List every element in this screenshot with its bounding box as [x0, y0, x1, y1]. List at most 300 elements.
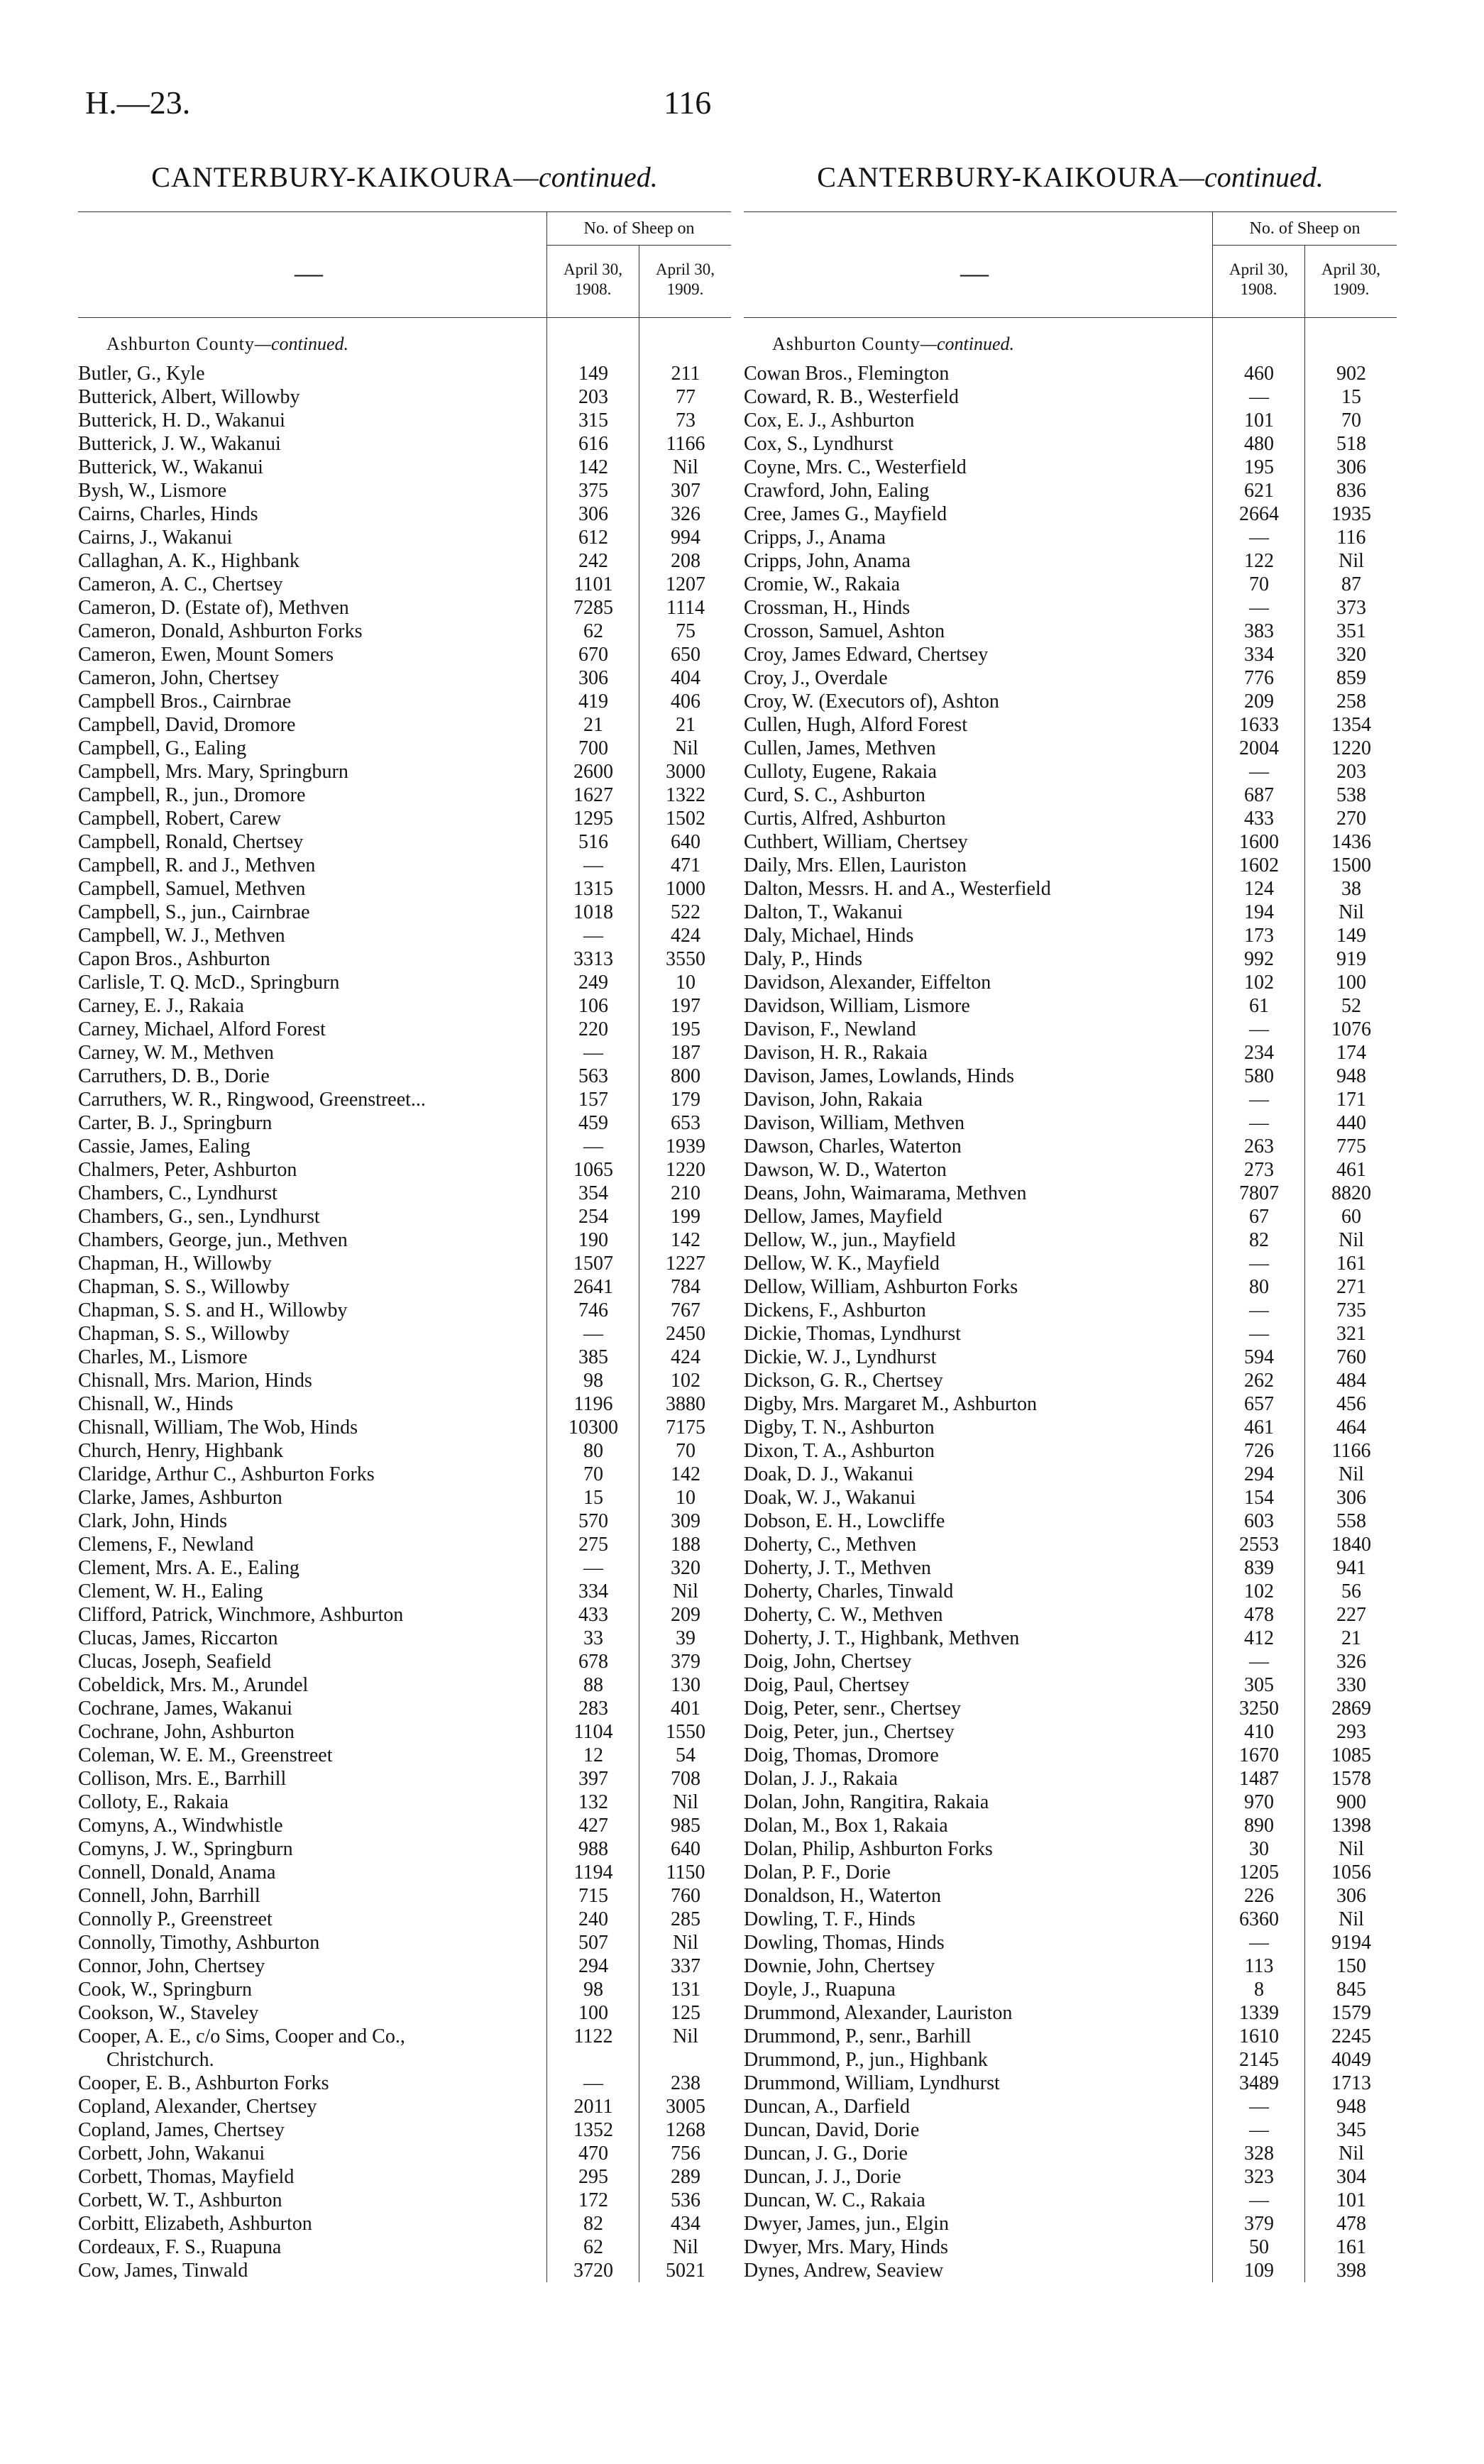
table-row [744, 1065, 1397, 1088]
table-row [78, 1837, 731, 1861]
sheep-1908: 563 [578, 1065, 608, 1087]
holder-name: Crawford, John, Ealing [744, 480, 930, 502]
table-row [78, 1884, 731, 1908]
section-heading [744, 318, 1397, 362]
sheep-1909: 9194 [1331, 1932, 1371, 1954]
sheep-1908: 283 [578, 1698, 608, 1720]
holder-name: Capon Bros., Ashburton [78, 948, 270, 970]
table-row [78, 1416, 731, 1439]
holder-name: Crosson, Samuel, Ashton [744, 620, 945, 642]
table-row [78, 971, 731, 994]
holder-name: Cow, James, Tinwald [78, 2260, 248, 2282]
sheep-1908: 621 [1244, 480, 1274, 502]
holder-name: Christchurch. [106, 2049, 214, 2071]
holder-name: Chapman, S. S., Willowby [78, 1276, 290, 1298]
sheep-1908: 226 [1244, 1885, 1274, 1907]
year-header-date: April 30, [1229, 260, 1289, 278]
sheep-1909: 131 [671, 1979, 700, 2001]
sheep-1909: 461 [1336, 1159, 1366, 1181]
sheep-1909: 1000 [666, 878, 705, 900]
table-row [744, 596, 1397, 620]
sheep-1908: 1610 [1239, 2025, 1279, 2047]
sheep-1908: 275 [578, 1534, 608, 1556]
sheep-1908: 7807 [1239, 1182, 1279, 1204]
sheep-1909: 2245 [1331, 2025, 1371, 2047]
sheep-1909: 210 [671, 1182, 700, 1204]
sheep-1909: 38 [1341, 878, 1361, 900]
sheep-1909: 401 [671, 1698, 700, 1720]
holder-name: Carruthers, W. R., Ringwood, Greenstreet... [78, 1089, 426, 1111]
sheep-1908: 379 [1244, 2213, 1274, 2235]
table-row [744, 1252, 1397, 1275]
sheep-1908: 427 [578, 1815, 608, 1837]
sheep-1909: 1935 [1331, 503, 1371, 525]
holder-name: Davison, William, Methven [744, 1112, 964, 1134]
table-row [78, 1228, 731, 1252]
holder-name: Butterick, W., Wakanui [78, 456, 263, 478]
sheep-1908: 2664 [1239, 503, 1279, 525]
sheep-1909: 21 [1341, 1627, 1361, 1649]
column-title [78, 156, 731, 199]
sheep-1908: — [1249, 1932, 1269, 1954]
sheep-1909: 2450 [666, 1323, 705, 1345]
table-row [744, 1744, 1397, 1767]
holder-name: Cox, S., Lyndhurst [744, 433, 894, 455]
sheep-1909: 77 [676, 386, 696, 408]
sheep-1908: 1194 [573, 1861, 613, 1883]
table-row [744, 2189, 1397, 2212]
sheep-1908: 122 [1244, 550, 1274, 572]
sheep-1908: 106 [578, 995, 608, 1017]
table-row [744, 713, 1397, 737]
sheep-1909: 161 [1336, 2236, 1366, 2258]
sheep-1908: 6360 [1239, 1908, 1279, 1930]
holder-name: Chalmers, Peter, Ashburton [78, 1159, 297, 1181]
section-heading-text: Ashburton County [106, 334, 255, 354]
table-header [744, 211, 1397, 318]
section-heading-suffix: —continued. [920, 334, 1014, 354]
holder-name: Chambers, C., Lyndhurst [78, 1182, 277, 1204]
sheep-1908: 50 [1249, 2236, 1269, 2258]
table-row [744, 362, 1397, 385]
sheep-1908: 7285 [573, 597, 613, 619]
sheep-1908: 616 [578, 433, 608, 455]
sheep-1908: 839 [1244, 1557, 1274, 1579]
sheep-1908: 3250 [1239, 1698, 1279, 1720]
table-row [744, 1486, 1397, 1509]
table-row [78, 1252, 731, 1275]
table-row [78, 385, 731, 409]
holder-name: Dickie, Thomas, Lyndhurst [744, 1323, 961, 1345]
sheep-1909: 321 [1336, 1323, 1366, 1345]
holder-name: Butterick, H. D., Wakanui [78, 409, 285, 431]
holder-name: Chisnall, W., Hinds [78, 1393, 233, 1415]
sheep-1909: 208 [671, 550, 700, 572]
sheep-1908: 100 [578, 2002, 608, 2024]
sheep-1908: — [1249, 2189, 1269, 2211]
table-row [744, 1111, 1397, 1135]
table-row [78, 807, 731, 830]
sheep-1908: 323 [1244, 2166, 1274, 2188]
year-header-year: 1908. [574, 280, 612, 298]
table-row [744, 1931, 1397, 1954]
sheep-1908: 715 [578, 1885, 608, 1907]
table-row [78, 1299, 731, 1322]
table-row [78, 409, 731, 432]
sheep-1908: 2600 [573, 761, 613, 783]
page-number: 116 [664, 84, 712, 121]
holder-name: Dwyer, Mrs. Mary, Hinds [744, 2236, 948, 2258]
sheep-1909: Nil [1339, 1838, 1364, 1860]
sheep-1908: 3313 [573, 948, 613, 970]
table-row [744, 1369, 1397, 1392]
sheep-1909: 7175 [666, 1417, 705, 1439]
holder-name: Digby, Mrs. Margaret M., Ashburton [744, 1393, 1037, 1415]
table-row [744, 1673, 1397, 1697]
sheep-1909: 1207 [666, 573, 705, 595]
sheep-1909: 1322 [666, 784, 705, 806]
holder-name: Cameron, Ewen, Mount Somers [78, 644, 334, 666]
left-column [78, 156, 731, 2282]
sheep-1909: 1579 [1331, 2002, 1371, 2024]
table-row [78, 620, 731, 643]
sheep-1909: 900 [1336, 1791, 1366, 1813]
sheep-1908: 1600 [1239, 831, 1279, 853]
table-row [78, 666, 731, 690]
table-row [78, 1275, 731, 1299]
table-row [744, 1861, 1397, 1884]
sheep-1908: 2641 [573, 1276, 613, 1298]
sheep-1908: — [1249, 1018, 1269, 1040]
table-row [78, 1697, 731, 1720]
table-row [78, 2001, 731, 2025]
document-reference: H.—23. [85, 84, 191, 121]
table-row [744, 643, 1397, 666]
table-row [78, 1978, 731, 2001]
holder-name: Digby, T. N., Ashburton [744, 1417, 935, 1439]
sheep-1909: 1166 [1331, 1440, 1371, 1462]
sheep-1909: 1939 [666, 1135, 705, 1157]
sheep-1909: 330 [1336, 1674, 1366, 1696]
sheep-1909: 1840 [1331, 1534, 1371, 1556]
table-row [78, 1814, 731, 1837]
holder-name: Culloty, Eugene, Rakaia [744, 761, 937, 783]
sheep-1909: 101 [1336, 2189, 1366, 2211]
holder-name: Campbell, S., jun., Cairnbrae [78, 901, 310, 923]
table-row [78, 1954, 731, 1978]
sheep-1909: 941 [1336, 1557, 1366, 1579]
table-row [744, 385, 1397, 409]
holder-name: Chambers, George, jun., Methven [78, 1229, 348, 1251]
sheep-1909: 75 [676, 620, 696, 642]
sheep-1908: 480 [1244, 433, 1274, 455]
table-row [78, 1439, 731, 1463]
holder-name: Doig, Paul, Chertsey [744, 1674, 910, 1696]
sheep-1909: 3005 [666, 2096, 705, 2118]
sheep-1908: 776 [1244, 667, 1274, 689]
holder-name: Callaghan, A. K., Highbank [78, 550, 299, 572]
sheep-1908: 62 [583, 2236, 603, 2258]
sheep-1909: 1076 [1331, 1018, 1371, 1040]
table-row [78, 1346, 731, 1369]
sheep-1908: — [1249, 1112, 1269, 1134]
sheep-1908: 21 [583, 714, 603, 736]
sheep-1909: 919 [1336, 948, 1366, 970]
holder-name: Chambers, G., sen., Lyndhurst [78, 1206, 320, 1228]
table-row [744, 2072, 1397, 2095]
sheep-1908: 1315 [573, 878, 613, 900]
holder-name: Doherty, J. T., Methven [744, 1557, 931, 1579]
table-row [744, 830, 1397, 854]
sheep-1909: 15 [1341, 386, 1361, 408]
sheep-1909: Nil [673, 737, 698, 759]
sheep-1909: 1502 [666, 808, 705, 830]
sheep-1909: 307 [671, 480, 700, 502]
sheep-1908: 113 [1244, 1955, 1274, 1977]
sheep-1909: 187 [671, 1042, 700, 1064]
holder-name: Dellow, William, Ashburton Forks [744, 1276, 1018, 1298]
sheep-1908: 580 [1244, 1065, 1274, 1087]
sheep-1909: 306 [1336, 1885, 1366, 1907]
table-row [744, 1416, 1397, 1439]
sheep-1908: 109 [1244, 2260, 1274, 2282]
table-row [78, 1861, 731, 1884]
sheep-1908: — [583, 1042, 603, 1064]
table-row [744, 737, 1397, 760]
sheep-1909: 404 [671, 667, 700, 689]
table-row [744, 1299, 1397, 1322]
holder-name: Cairns, J., Wakanui [78, 527, 233, 549]
sheep-1908: 209 [1244, 691, 1274, 713]
table-row [78, 362, 731, 385]
sheep-1908: 254 [578, 1206, 608, 1228]
table-row [744, 1158, 1397, 1182]
sheep-1909: 800 [671, 1065, 700, 1087]
table-row [78, 760, 731, 783]
sheep-1909: 836 [1336, 480, 1366, 502]
sheep-1908: 383 [1244, 620, 1274, 642]
holder-name: Cooper, A. E., c/o Sims, Cooper and Co., [78, 2025, 405, 2047]
table-row [78, 1509, 731, 1533]
sheep-1908: — [583, 854, 603, 876]
column-title-suffix: —continued. [513, 161, 658, 193]
sheep-1909: Nil [673, 2236, 698, 2258]
table-body [744, 318, 1397, 2282]
table-row [78, 1533, 731, 1556]
sheep-1909: 1220 [1331, 737, 1371, 759]
holder-name: Clark, John, Hinds [78, 1510, 227, 1532]
sheep-1909: 188 [671, 1534, 700, 1556]
sheep-1908: 98 [583, 1370, 603, 1392]
sheep-1909: 142 [671, 1463, 700, 1485]
sheep-1909: 309 [671, 1510, 700, 1532]
sheep-1908: 242 [578, 550, 608, 572]
holder-name: Comyns, A., Windwhistle [78, 1815, 283, 1837]
sheep-1908: 88 [583, 1674, 603, 1696]
sheep-1908: 657 [1244, 1393, 1274, 1415]
sheep-1908: 890 [1244, 1815, 1274, 1837]
sheep-1909: 735 [1336, 1299, 1366, 1321]
holder-name: Corbett, W. T., Ashburton [78, 2189, 282, 2211]
holder-name: Curd, S. C., Ashburton [744, 784, 925, 806]
section-heading [78, 318, 731, 362]
sheep-1909: 203 [1336, 761, 1366, 783]
table-row [78, 596, 731, 620]
holder-name: Drummond, P., jun., Highbank [744, 2049, 988, 2071]
table-row [744, 2118, 1397, 2142]
sheep-count-group-header: No. of Sheep on [1212, 212, 1397, 246]
sheep-1909: 258 [1336, 691, 1366, 713]
sheep-1909: 373 [1336, 597, 1366, 619]
holder-name: Dalton, T., Wakanui [744, 901, 903, 923]
sheep-1909: 199 [671, 1206, 700, 1228]
holder-name: Downie, John, Chertsey [744, 1955, 935, 1977]
sheep-1909: 379 [671, 1651, 700, 1673]
holder-name: Connor, John, Chertsey [78, 1955, 265, 1977]
holder-name: Crossman, H., Hinds [744, 597, 911, 619]
sheep-1909: 1056 [1331, 1861, 1371, 1883]
holder-name: Dellow, W., jun., Mayfield [744, 1229, 956, 1251]
holder-name: Chisnall, Mrs. Marion, Hinds [78, 1370, 312, 1392]
holder-name: Carlisle, T. Q. McD., Springburn [78, 972, 340, 994]
table-row [78, 877, 731, 901]
holder-name: Doig, Peter, senr., Chertsey [744, 1698, 962, 1720]
holder-name: Doig, John, Chertsey [744, 1651, 912, 1673]
table-row [744, 1509, 1397, 1533]
holder-name: Clifford, Patrick, Winchmore, Ashburton [78, 1604, 404, 1626]
sheep-1909: 902 [1336, 363, 1366, 385]
sheep-1909: 306 [1336, 1487, 1366, 1509]
sheep-1909: 174 [1336, 1042, 1366, 1064]
sheep-1909: 227 [1336, 1604, 1366, 1626]
sheep-1908: 1196 [573, 1393, 613, 1415]
holder-name: Daily, Mrs. Ellen, Lauriston [744, 854, 967, 876]
sheep-1908: 3489 [1239, 2072, 1279, 2094]
holder-name: Clemens, F., Newland [78, 1534, 254, 1556]
table-row [744, 924, 1397, 947]
table-row [744, 549, 1397, 573]
table-row [78, 1018, 731, 1041]
holder-name: Cookson, W., Staveley [78, 2002, 259, 2024]
sheep-1908: 1101 [573, 573, 613, 595]
sheep-1909: 238 [671, 2072, 700, 2094]
sheep-1908: 1205 [1239, 1861, 1279, 1883]
table-row [78, 479, 731, 502]
holder-name: Cook, W., Springburn [78, 1979, 253, 2001]
holder-name: Campbell, David, Dromore [78, 714, 296, 736]
sheep-1908: 149 [578, 363, 608, 385]
table-row [78, 502, 731, 526]
sheep-1908: 306 [578, 667, 608, 689]
sheep-1908: 988 [578, 1838, 608, 1860]
table-row [78, 690, 731, 713]
holder-name: Dynes, Andrew, Seaview [744, 2260, 944, 2282]
holder-name: Duncan, A., Darfield [744, 2096, 911, 2118]
sheep-1909: 1578 [1331, 1768, 1371, 1790]
sheep-1908: 33 [583, 1627, 603, 1649]
table-row [78, 947, 731, 971]
sheep-1909: 10 [676, 1487, 696, 1509]
sheep-1908: 385 [578, 1346, 608, 1368]
holder-name: Dellow, James, Mayfield [744, 1206, 942, 1228]
sheep-1908: 203 [578, 386, 608, 408]
year-1908-header [546, 246, 639, 317]
sheep-1908: 132 [578, 1791, 608, 1813]
sheep-1908: 3720 [573, 2260, 613, 2282]
table-row [744, 1322, 1397, 1346]
holder-name: Chisnall, William, The Wob, Hinds [78, 1417, 358, 1439]
table-row [744, 1814, 1397, 1837]
sheep-1909: 456 [1336, 1393, 1366, 1415]
holder-name: Carruthers, D. B., Dorie [78, 1065, 270, 1087]
sheep-1909: 650 [671, 644, 700, 666]
sheep-1908: 172 [578, 2189, 608, 2211]
table-row [78, 1182, 731, 1205]
holder-name: Campbell, G., Ealing [78, 737, 247, 759]
sheep-1908: 1065 [573, 1159, 613, 1181]
holder-name: Doak, D. J., Wakanui [744, 1463, 914, 1485]
holder-name: Clarke, James, Ashburton [78, 1487, 282, 1509]
sheep-1909: 56 [1341, 1580, 1361, 1602]
holder-name: Campbell, W. J., Methven [78, 925, 285, 947]
table-row [78, 1650, 731, 1673]
sheep-1909: 440 [1336, 1112, 1366, 1134]
table-row [78, 1931, 731, 1954]
table-row [78, 854, 731, 877]
holder-name: Dellow, W. K., Mayfield [744, 1253, 940, 1275]
table-row [744, 1767, 1397, 1791]
table-row [744, 1228, 1397, 1252]
table-row [744, 526, 1397, 549]
table-row [78, 1205, 731, 1228]
table-row [78, 1767, 731, 1791]
sheep-1908: — [1249, 2096, 1269, 2118]
sheep-1908: — [583, 1557, 603, 1579]
table-row [78, 1088, 731, 1111]
sheep-1908: 142 [578, 456, 608, 478]
sheep-1909: 478 [1336, 2213, 1366, 2235]
table-row [744, 1392, 1397, 1416]
table-row [744, 1837, 1397, 1861]
sheep-1909: 708 [671, 1768, 700, 1790]
table-row [744, 1954, 1397, 1978]
table-row [78, 1627, 731, 1650]
sheep-1908: — [1249, 1299, 1269, 1321]
sheep-1908: 98 [583, 1979, 603, 2001]
table-row [78, 1556, 731, 1580]
table-row [744, 1088, 1397, 1111]
sheep-1909: 1150 [666, 1861, 705, 1883]
sheep-count-group-header: No. of Sheep on [546, 212, 731, 246]
table-row [744, 1697, 1397, 1720]
sheep-1909: 1085 [1331, 1744, 1371, 1766]
sheep-1909: 784 [671, 1276, 700, 1298]
sheep-1908: 70 [583, 1463, 603, 1485]
sheep-1909: 150 [1336, 1955, 1366, 1977]
sheep-1908: — [1249, 2119, 1269, 2141]
table-row [744, 994, 1397, 1018]
table-row [78, 456, 731, 479]
sheep-1908: 1507 [573, 1253, 613, 1275]
holder-name: Dolan, Philip, Ashburton Forks [744, 1838, 993, 1860]
table-header [78, 211, 731, 318]
sheep-1909: 351 [1336, 620, 1366, 642]
holder-name: Croy, W. (Executors of), Ashton [744, 691, 999, 713]
holder-name: Daly, P., Hinds [744, 948, 862, 970]
table-row [78, 1158, 731, 1182]
table-row [744, 1275, 1397, 1299]
table-row [744, 1463, 1397, 1486]
